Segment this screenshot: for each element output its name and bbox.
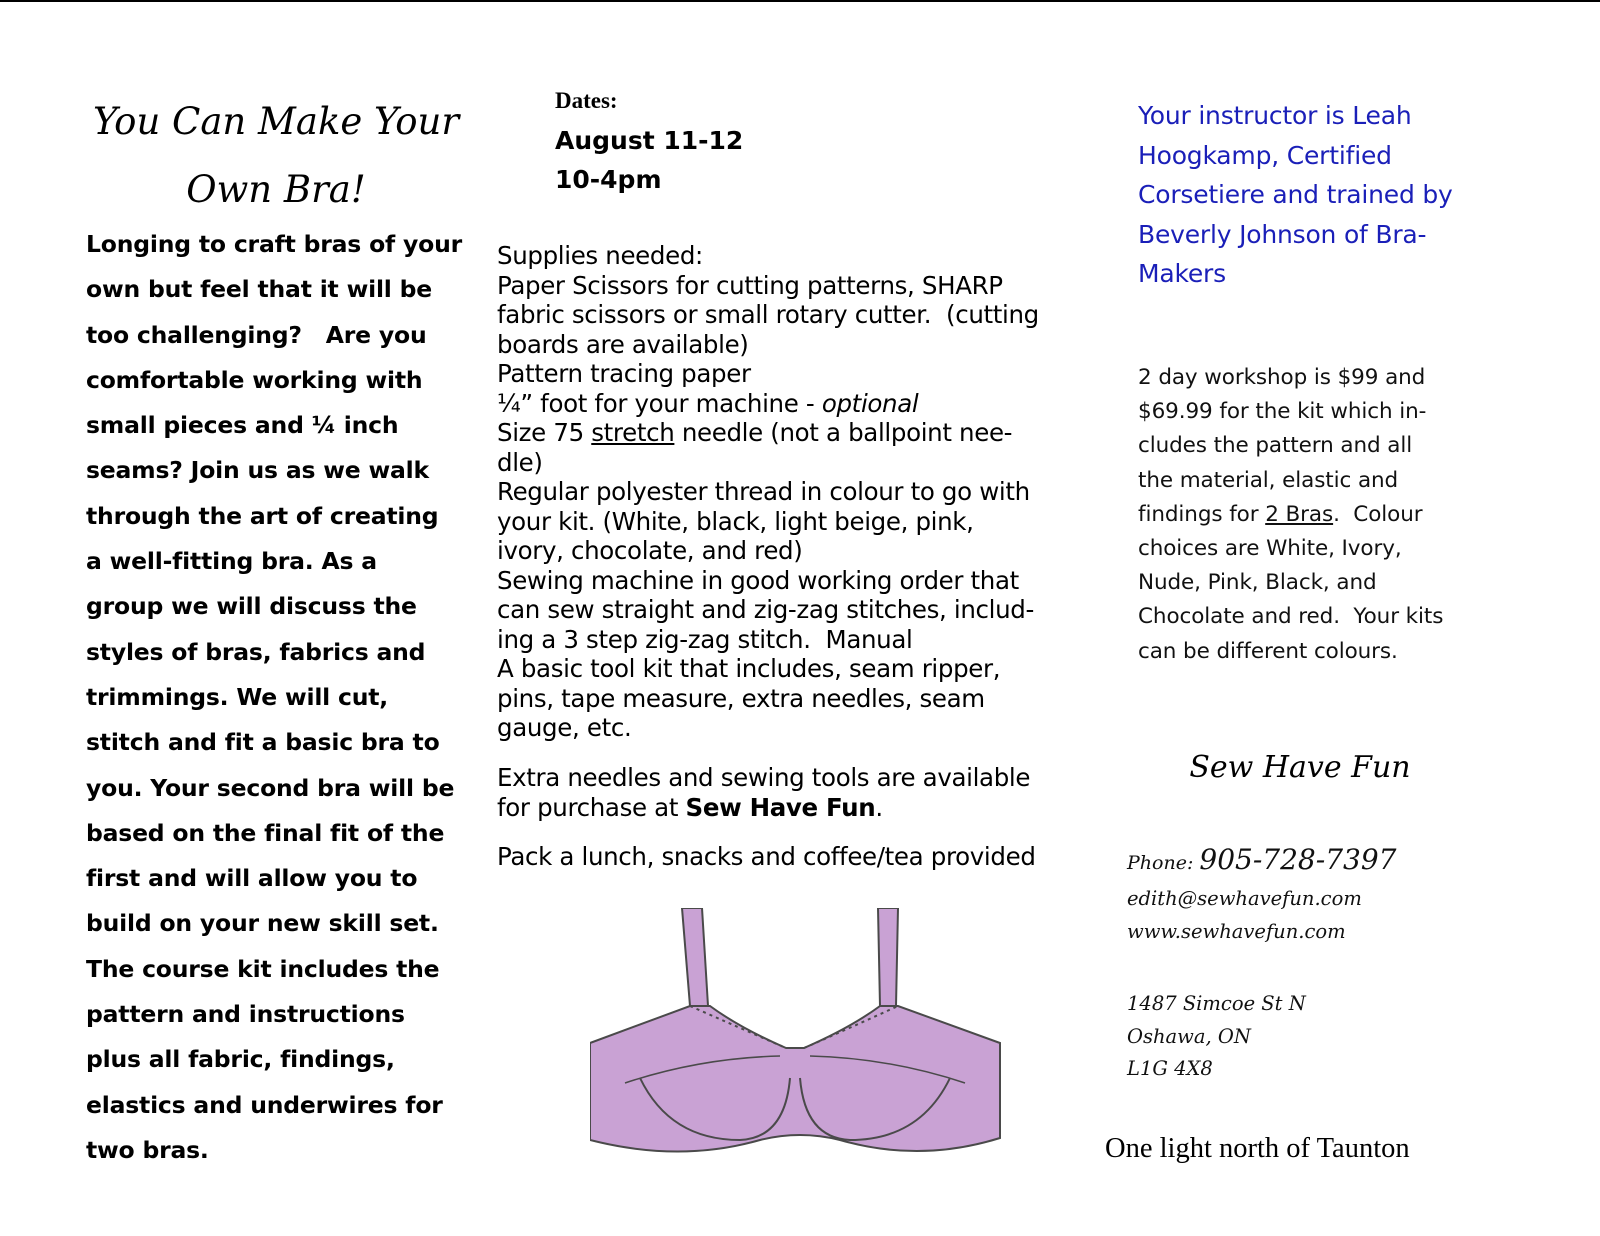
instructor-line: Beverly Johnson of Bra- [1138,219,1427,249]
intro-line: first and will allow you to [86,864,418,893]
instructor-line: Your instructor is Leah [1138,101,1412,130]
supply-line: Sewing machine in good working order that [497,565,1019,595]
intro-line: elastics and underwires for [86,1090,443,1119]
supplies-list [497,241,1097,743]
address-line: 1487 Simcoe St N [1127,992,1306,1015]
dates-label: Dates: [555,88,618,113]
intro-line: comfortable working with [86,365,423,394]
intro-line: pattern and instructions [86,1000,405,1029]
extra-prefix: for purchase at [497,792,686,822]
supply-line: Regular polyester thread in colour to go with [497,477,1030,506]
pricing-info [1138,361,1483,669]
findings-prefix: findings for [1138,501,1266,527]
intro-line: trimmings. We will cut, [86,682,389,711]
supplies-title: Supplies needed: [497,241,703,270]
directions-note: One light north of Taunton [1105,1133,1410,1164]
stretch-underlined: stretch [591,418,675,447]
pricing-line: the material, elastic and [1138,467,1399,493]
phone-number: 905-728-7397 [1199,843,1397,876]
intro-line: seams? Join us as we walk [86,456,429,485]
address-line: Oshawa, ON [1127,1024,1251,1048]
store-address [1127,988,1306,1086]
pricing-line: $69.99 for the kit which in- [1138,399,1427,425]
headline-line-2: Own Bra! [186,168,366,211]
intro-line: too challenging? Are you [86,320,427,349]
needle-suffix: needle (not a ballpoint nee- [674,418,1013,447]
intro-line: stitch and fit a basic bra to [86,728,440,757]
flyer-headline [86,88,466,224]
contact-info [1127,840,1487,948]
instructor-line: Makers [1138,259,1226,288]
intro-line: two bras. [86,1135,209,1164]
dates-block [555,121,743,199]
extra-suffix: . [875,792,883,822]
instructor-info [1138,96,1498,294]
pricing-line: can be different colours. [1138,638,1398,664]
pricing-line: Chocolate and red. Your kits [1138,604,1444,630]
left-strap [682,908,708,1006]
store-name-bold: Sew Have Fun [685,792,876,822]
pricing-line: 2 day workshop is $99 and [1138,365,1426,390]
pricing-line: choices are White, Ivory, [1138,536,1402,562]
extra-line: Extra needles and sewing tools are available [497,763,1031,792]
pricing-line [1138,498,1483,532]
intro-line: Longing to craft bras of your [86,230,463,258]
optional-text: optional [821,388,919,418]
bra-body [590,1006,1000,1152]
intro-line: group we will discuss the [86,592,417,621]
supply-line [497,389,1097,419]
intro-line: plus all fabric, findings, [86,1045,395,1074]
instructor-line: Corsetiere and trained by [1138,180,1453,209]
intro-line: a well-fitting bra. As a [86,547,377,576]
supply-line: gauge, etc. [497,713,632,742]
right-strap [878,908,898,1006]
intro-line: based on the final fit of the [86,818,445,847]
supply-line: A basic tool kit that includes, seam ripper, [497,654,1001,683]
intro-line: The course kit includes the [86,954,440,983]
headline-line-1: You Can Make Your [92,100,460,143]
lunch-note: Pack a lunch, snacks and coffee/tea provided [497,842,1036,871]
intro-line: build on your new skill set. [86,909,439,938]
pricing-line: Nude, Pink, Black, and [1138,570,1377,596]
supply-line: pins, tape measure, extra needles, seam [497,683,985,713]
supply-line: ing a 3 step zig-zag stitch. Manual [497,624,913,654]
intro-line: small pieces and ¼ inch [86,411,399,440]
store-name: Sew Have Fun [1189,750,1411,785]
supply-line: dle) [497,447,543,477]
pricing-line: cludes the pattern and all [1138,433,1413,459]
supply-line: fabric scissors or small rotary cutter. (cutting [497,300,1039,329]
phone-label: Phone: [1127,852,1200,874]
time-range: 10-4pm [555,165,662,194]
extra-tools-note [497,763,1097,822]
supply-line: can sew straight and zig-zag stitches, includ- [497,595,1034,624]
email-address: edith@sewhavefun.com [1127,887,1362,910]
supply-line: Paper Scissors for cutting patterns, SHARP [497,270,1003,300]
date-range: August 11-12 [555,126,744,155]
supply-line: boards are available) [497,329,749,359]
foot-text: ¼” foot for your machine - [497,388,822,418]
bra-illustration [590,908,1020,1168]
findings-suffix: . Colour [1333,501,1423,527]
needle-prefix: Size 75 [497,418,592,447]
supply-line [497,418,1097,448]
top-border-rule [0,0,1600,2]
intro-line: styles of bras, fabrics and [86,637,426,666]
supply-line: your kit. (White, black, light beige, pink, [497,506,974,536]
intro-line: through the art of creating [86,501,439,530]
website-address: www.sewhavefun.com [1127,919,1346,943]
intro-paragraph [86,222,471,1173]
supply-line: ivory, chocolate, and red) [497,536,803,565]
instructor-line: Hoogkamp, Certified [1138,140,1392,170]
phone-line [1127,840,1487,883]
supply-line: Pattern tracing paper [497,359,751,388]
extra-line [497,793,1097,823]
intro-line: you. Your second bra will be [86,773,455,802]
two-bras-underlined: 2 Bras [1265,501,1334,527]
address-line: L1G 4X8 [1127,1057,1213,1080]
intro-line: own but feel that it will be [86,275,432,304]
